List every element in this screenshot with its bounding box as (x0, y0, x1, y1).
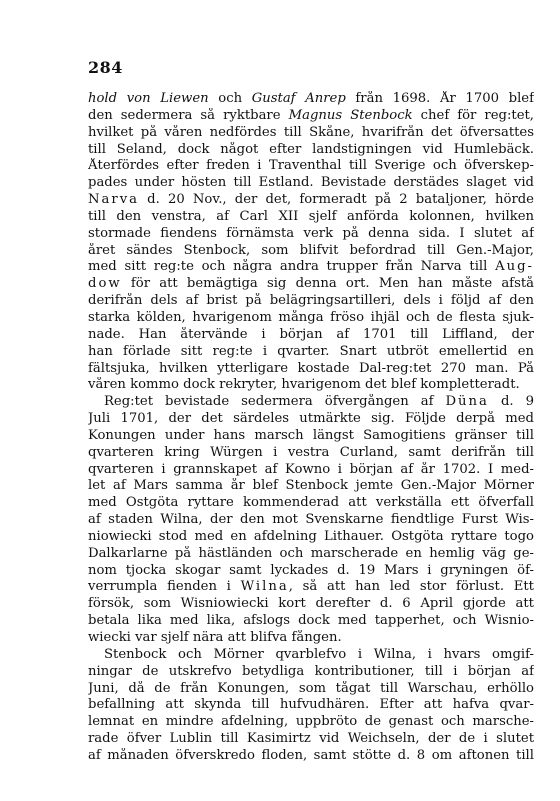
text-line (88, 563, 534, 580)
text-line (88, 596, 534, 613)
text-run: d. 20 Nov., der det, formeradt på 2 bataljoner, hörde (139, 192, 534, 208)
text-run: Juni, då de från Konungen, som tågat till Warschau, erhöllo (88, 680, 534, 696)
text-run: , så att han led stor förlust. Ett (288, 579, 534, 595)
text-line (88, 714, 534, 731)
text-run: med Östgöta ryttare kommenderad att verkställa ett öfverfall (88, 495, 534, 511)
text-run: af månaden öfverskredo floden, samt stötte d. 8 om aftonen till (88, 747, 534, 763)
text-line (88, 579, 534, 596)
text-run: med sitt reg:te och några andra trupper från Narva till (88, 259, 496, 275)
text-line (88, 243, 534, 260)
body-text (88, 91, 534, 765)
spaced-text: Aug- (495, 259, 534, 275)
text-run: betala lika med lika, afslogs dock med tapperhet, och Wisnio- (88, 613, 534, 629)
text-line (88, 445, 534, 462)
text-run: starka kölden, hvarigenom många fröso ihjäl och de flesta sjuk- (88, 309, 534, 325)
text-line (88, 546, 534, 563)
text-line (88, 478, 534, 495)
italic-text: hold von Liewen (88, 91, 209, 106)
text-run: af staden Wilna, der den mot Svenskarne fiendtlige Furst Wis- (88, 512, 534, 528)
italic-text: Magnus Stenbock (288, 107, 413, 123)
text-run: Återfördes efter freden i Traventhal till Sverige och öfverskep- (88, 158, 534, 174)
spaced-text: Düna (445, 394, 489, 410)
text-run: våren kommo dock rekryter, hvarigenom det blef kompletteradt. (88, 377, 520, 393)
text-run: ningar de utskrefvo betydliga kontributioner, till i början af (88, 663, 534, 679)
text-run: qvarteren i grannskapet af Kowno i början af år 1702. I med- (88, 461, 534, 477)
text-run: niowiecki stod med en afdelning Lithauer. Östgöta ryttare togo (88, 528, 534, 544)
text-run: till den venstra, af Carl XII sjelf anförda kolonnen, hvilken (88, 208, 534, 224)
text-run: från 1698. År 1700 blef (345, 91, 534, 106)
text-run: Konungen under hans marsch längst Samogitiens gränser till (88, 427, 534, 443)
text-line (88, 697, 534, 714)
text-run: och (208, 91, 252, 106)
text-line (88, 293, 534, 310)
text-line (88, 158, 534, 175)
text-run: för att bemägtiga sig denna ort. Men han måste afstå (121, 276, 534, 292)
text-line (88, 731, 534, 748)
spaced-text: Narva (88, 192, 140, 208)
text-line (88, 344, 534, 361)
text-line (88, 681, 534, 698)
text-run: chef för reg:tet, (412, 107, 534, 123)
text-line (88, 462, 534, 479)
text-line (88, 428, 534, 445)
text-run: let af Mars samma år blef Stenbock jemte Gen.-Major Mörner (88, 478, 534, 494)
text-run: till Seland, dock något efter landstigningen vid Humlebäck. (88, 141, 534, 157)
text-line (88, 411, 534, 428)
text-line (88, 276, 534, 293)
text-line (88, 377, 534, 394)
text-run: d. 9 (488, 394, 534, 410)
text-run: Juli 1701, der det särdeles utmärkte sig. Följde derpå med (88, 411, 534, 427)
text-run: hvilket på våren nedfördes till Skåne, hvarifrån det öfversattes (88, 124, 534, 140)
spaced-text: Wilna (240, 579, 289, 595)
text-run: Dalkarlarne på hästländen och marscherade en hemlig väg ge- (88, 545, 534, 561)
text-run: lemnat en mindre afdelning, uppbröto de genast och marsche- (88, 714, 534, 730)
text-run: stormade fiendens förnämsta verk på denna sida. I slutet af (88, 225, 534, 241)
text-run: nade. Han återvände i början af 1701 till Liffland, der (88, 326, 534, 342)
text-run: befallning att skynda till hufvudhären. Efter att hafva qvar- (88, 697, 534, 713)
text-run: året sändes Stenbock, som blifvit befordrad till Gen.-Major, (88, 242, 534, 258)
text-line (88, 175, 534, 192)
spaced-text: dow (88, 276, 122, 292)
text-line (88, 512, 534, 529)
text-run: Reg:tet bevistade sedermera öfvergången af (104, 394, 446, 410)
text-line (88, 91, 534, 108)
text-line (88, 259, 534, 276)
text-line (88, 529, 534, 546)
text-line (88, 327, 534, 344)
text-line (88, 647, 534, 664)
text-line (88, 209, 534, 226)
text-run: den sedermera så ryktbare (88, 107, 289, 123)
text-line (88, 192, 534, 209)
text-line (88, 748, 534, 765)
text-line (88, 310, 534, 327)
text-line (88, 613, 534, 630)
text-run: wiecki var sjelf nära att blifva fången. (88, 630, 342, 645)
text-run: nom tjocka skogar samt lyckades d. 19 Mars i gryningen öf- (88, 562, 534, 578)
text-run: derifrån dels af brist på belägringsartilleri, dels i följd af den (88, 293, 534, 309)
text-run: Stenbock och Mörner qvarblefvo i Wilna, i hvars omgif- (104, 646, 534, 662)
text-line (88, 142, 534, 159)
italic-text: Gustaf Anrep (251, 91, 346, 106)
text-line (88, 394, 534, 411)
text-line (88, 108, 534, 125)
text-line (88, 226, 534, 243)
text-line (88, 125, 534, 142)
page-number: 284 (88, 58, 123, 77)
text-line (88, 630, 534, 647)
text-line (88, 664, 534, 681)
text-run: försök, som Wisniowiecki kort derefter d. 6 April gjorde att (88, 596, 534, 612)
text-line (88, 361, 534, 378)
text-run: rade öfver Lublin till Kasimirtz vid Weichseln, der de i slutet (88, 731, 534, 747)
text-run: fältsjuka, hvilken ytterligare kostade Dal-reg:tet 270 man. På (88, 360, 534, 376)
text-run: pades under hösten till Estland. Bevistade derstädes slaget vid (88, 175, 534, 191)
text-run: qvarteren kring Würgen i vestra Curland, samt derifrån till (88, 444, 534, 460)
text-run: verrumpla fienden i (88, 579, 241, 595)
text-run: han förlade sitt reg:te i qvarter. Snart utbröt emellertid en (88, 343, 534, 359)
text-line (88, 495, 534, 512)
